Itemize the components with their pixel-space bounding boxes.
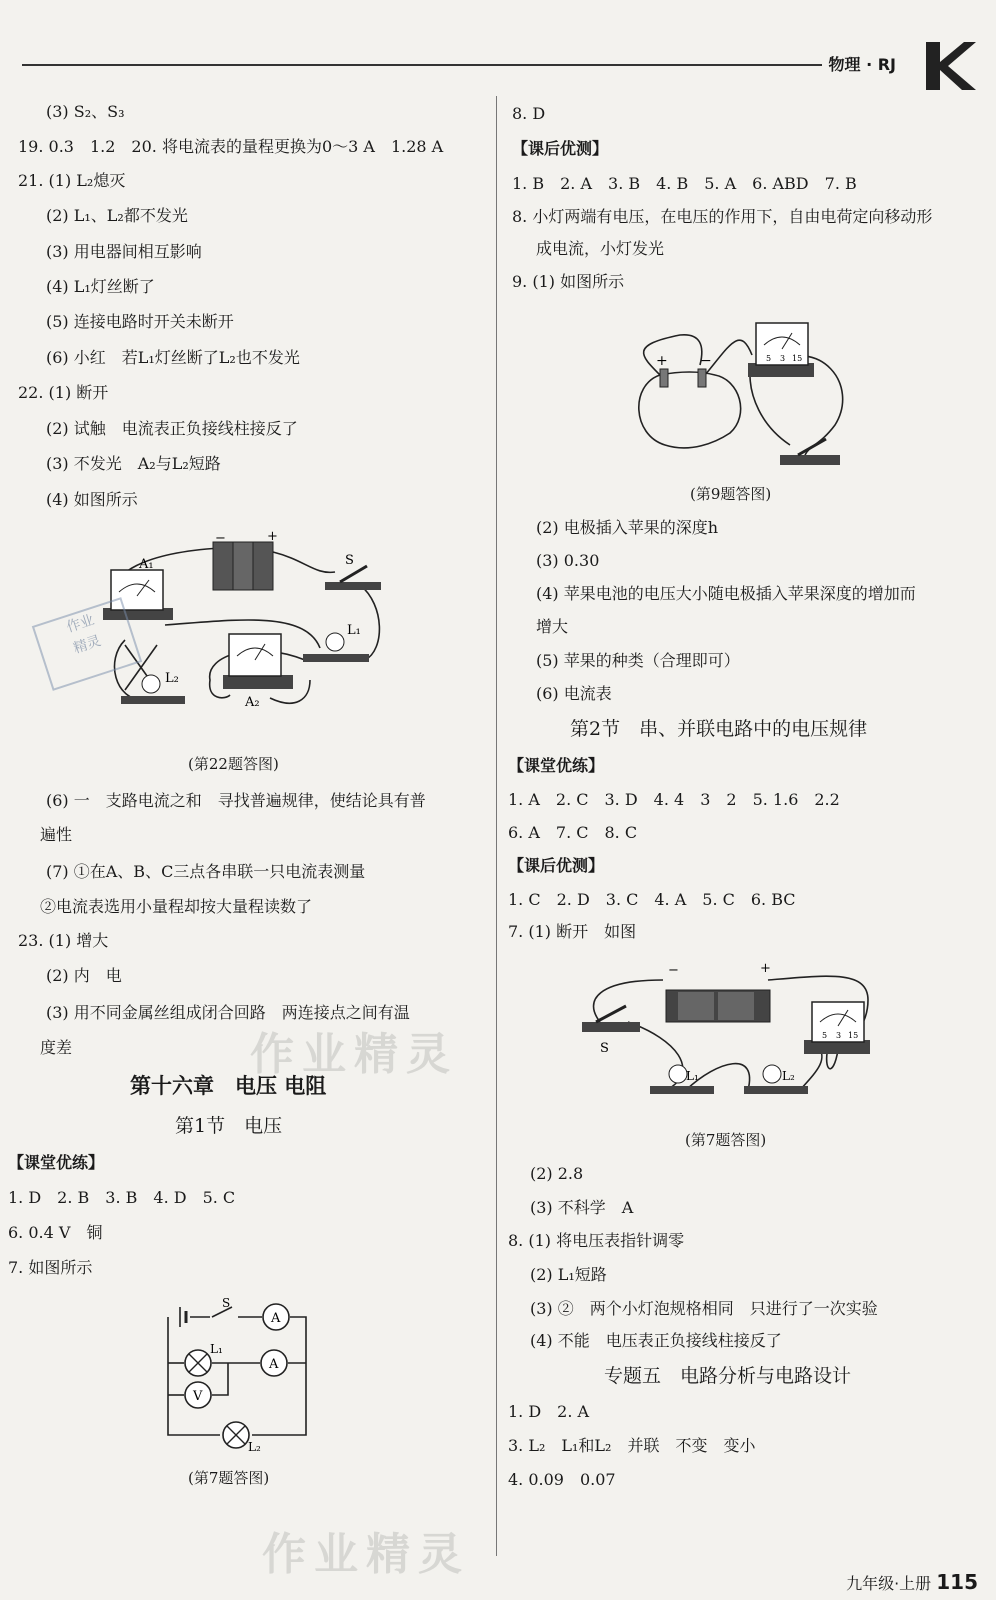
answer-line: (5) 连接电路时开关未断开 xyxy=(46,312,234,331)
answer-line: (6) 一 支路电流之和 寻找普遍规律，使结论具有普 xyxy=(46,791,426,810)
svg-text:15: 15 xyxy=(792,354,803,363)
switch-icon xyxy=(582,1006,640,1032)
subsection-heading: 【课堂优练】 xyxy=(508,756,605,775)
answer-line: (4) 苹果电池的电压大小随电极插入苹果深度的增加而 xyxy=(536,584,916,603)
answer-line: 19. 0.3 1.2 20. 将电流表的量程更换为0～3 A 1.28 A xyxy=(18,137,444,156)
answer-line: 8. D xyxy=(512,104,546,123)
answer-line: 4. 0.09 0.07 xyxy=(508,1470,616,1489)
answer-line: (2) L₁、L₂都不发光 xyxy=(46,206,188,225)
answer-line: 度差 xyxy=(40,1038,73,1057)
figure-22-circuit xyxy=(95,530,395,750)
fig-label: A xyxy=(269,1357,279,1372)
answer-line: (3) 不发光 A₂与L₂短路 xyxy=(46,454,221,473)
answer-line: 1. A 2. C 3. D 4. 4 3 2 5. 1.6 2.2 xyxy=(508,790,840,809)
answer-line: 23. (1) 增大 xyxy=(18,931,109,950)
page-number: 115 xyxy=(936,1570,978,1594)
figure-7-circuit xyxy=(578,960,878,1125)
subsection-heading: 【课后优测】 xyxy=(512,139,609,158)
page-footer xyxy=(846,1570,978,1594)
figure-9-apple-battery xyxy=(620,305,870,475)
answer-line: 1. D 2. A xyxy=(508,1402,590,1421)
column-divider xyxy=(496,96,497,1556)
fig-label: S xyxy=(222,1296,231,1310)
fig-label: L₁ xyxy=(210,1342,223,1356)
watermark: 作业精灵 xyxy=(262,1529,470,1580)
answer-line: 1. D 2. B 3. B 4. D 5. C xyxy=(8,1188,236,1207)
answer-line: (2) 试触 电流表正负接线柱接反了 xyxy=(46,419,298,438)
grade-label: 九年级·上册 xyxy=(846,1574,932,1593)
fig-label: S xyxy=(345,553,354,568)
section-title: 专题五 电路分析与电路设计 xyxy=(604,1365,852,1387)
fig-label: A xyxy=(271,1311,281,1326)
svg-text:15: 15 xyxy=(848,1031,859,1040)
answer-line: ②电流表选用小量程却按大量程读数了 xyxy=(40,897,313,916)
answer-line: (2) L₁短路 xyxy=(530,1265,607,1284)
fig-label: S xyxy=(600,1041,609,1056)
answer-line: (3) 0.30 xyxy=(536,551,600,570)
answer-line: (4) 不能 电压表正负接线柱接反了 xyxy=(530,1331,782,1350)
answer-line: (4) 如图所示 xyxy=(46,490,138,509)
switch-icon xyxy=(780,439,840,465)
section-title: 第2节 串、并联电路中的电压规律 xyxy=(570,718,868,740)
answer-line: (4) L₁灯丝断了 xyxy=(46,277,155,296)
answer-line: (3) 用电器间相互影响 xyxy=(46,242,202,261)
figure-caption: (第7题答图) xyxy=(685,1131,767,1149)
fig-label: − xyxy=(215,531,226,546)
answer-line: (7) ①在A、B、C三点各串联一只电流表测量 xyxy=(46,862,366,881)
voltmeter-icon xyxy=(804,1002,870,1054)
answer-line: 22. (1) 断开 xyxy=(18,383,109,402)
lamp-l2-icon xyxy=(744,1065,808,1094)
answer-line: (3) ② 两个小灯泡规格相同 只进行了一次实验 xyxy=(530,1299,878,1318)
fig-label: L₁ xyxy=(347,623,361,638)
switch-icon xyxy=(325,566,381,590)
answer-line: 7. (1) 断开 如图 xyxy=(508,922,637,941)
answer-line: 6. A 7. C 8. C xyxy=(508,823,638,842)
figure-caption: (第9题答图) xyxy=(690,485,772,503)
fig-label: A₂ xyxy=(245,695,260,710)
answer-line: 6. 0.4 V 铜 xyxy=(8,1223,103,1242)
battery-icon xyxy=(666,990,770,1022)
svg-text:3: 3 xyxy=(836,1031,842,1040)
answer-line: (2) 内 电 xyxy=(46,966,122,985)
answer-line: (5) 苹果的种类（合理即可） xyxy=(536,651,740,670)
lamp-l1-icon xyxy=(650,1065,714,1094)
figure-caption: (第7题答图) xyxy=(188,1469,270,1487)
ammeter-a2-icon xyxy=(223,634,293,689)
answer-line: 7. 如图所示 xyxy=(8,1258,93,1277)
svg-text:3: 3 xyxy=(780,354,786,363)
brand-logo-icon xyxy=(918,38,978,94)
battery-icon xyxy=(213,542,273,590)
fig-label: A₁ xyxy=(139,557,154,572)
stamp-watermark: 作业 精灵 xyxy=(32,597,142,691)
fig-label: L₂ xyxy=(248,1440,261,1454)
fig-label: + xyxy=(760,961,771,976)
section-title: 第1节 电压 xyxy=(175,1115,283,1137)
fig-label: L₂ xyxy=(782,1069,795,1083)
watermark: 作业精灵 xyxy=(250,1029,458,1080)
svg-text:5: 5 xyxy=(822,1031,828,1040)
svg-text:5: 5 xyxy=(766,354,772,363)
answer-line: 1. C 2. D 3. C 4. A 5. C 6. BC xyxy=(508,890,796,909)
fig-label: V xyxy=(193,1389,203,1404)
answer-line: (2) 电极插入苹果的深度h xyxy=(536,518,719,537)
answer-line: (3) S₂、S₃ xyxy=(46,102,125,121)
fig-label: L₂ xyxy=(165,671,179,686)
answer-line: 9. (1) 如图所示 xyxy=(512,272,625,291)
answer-line: (2) 2.8 xyxy=(530,1164,584,1183)
fig-label: L₁ xyxy=(686,1069,699,1083)
fig-label: − xyxy=(700,353,712,369)
answer-line: 成电流，小灯发光 xyxy=(536,239,665,258)
subject-label: 物理 · RJ xyxy=(828,55,896,74)
answer-line: (6) 电流表 xyxy=(536,684,612,703)
answer-line: 8. 小灯两端有电压，在电压的作用下，自由电荷定向移动形 xyxy=(512,207,933,226)
answer-line: 8. (1) 将电压表指针调零 xyxy=(508,1231,685,1250)
answer-line: 增大 xyxy=(536,617,569,636)
answer-line: 21. (1) L₂熄灭 xyxy=(18,171,126,190)
chapter-title: 第十六章 电压 电阻 xyxy=(130,1074,327,1098)
answer-line: (3) 不科学 A xyxy=(530,1198,634,1217)
header-rule xyxy=(22,64,822,66)
answer-line: 1. B 2. A 3. B 4. B 5. A 6. ABD 7. B xyxy=(512,174,857,193)
answer-line: (6) 小红 若L₁灯丝断了L₂也不发光 xyxy=(46,348,300,367)
answer-line: (3) 用不同金属丝组成闭合回路 两连接点之间有温 xyxy=(46,1003,410,1022)
figure-caption: (第22题答图) xyxy=(188,755,279,773)
answer-line: 遍性 xyxy=(40,825,73,844)
fig-label: + xyxy=(267,530,278,544)
subsection-heading: 【课堂优练】 xyxy=(8,1153,105,1172)
fig-label: + xyxy=(656,353,668,369)
figure-7-schematic xyxy=(160,1295,320,1455)
subsection-heading: 【课后优测】 xyxy=(508,856,605,875)
fig-label: − xyxy=(668,963,679,978)
answer-line: 3. L₂ L₁和L₂ 并联 不变 变小 xyxy=(508,1436,756,1455)
voltmeter-icon xyxy=(748,323,814,377)
